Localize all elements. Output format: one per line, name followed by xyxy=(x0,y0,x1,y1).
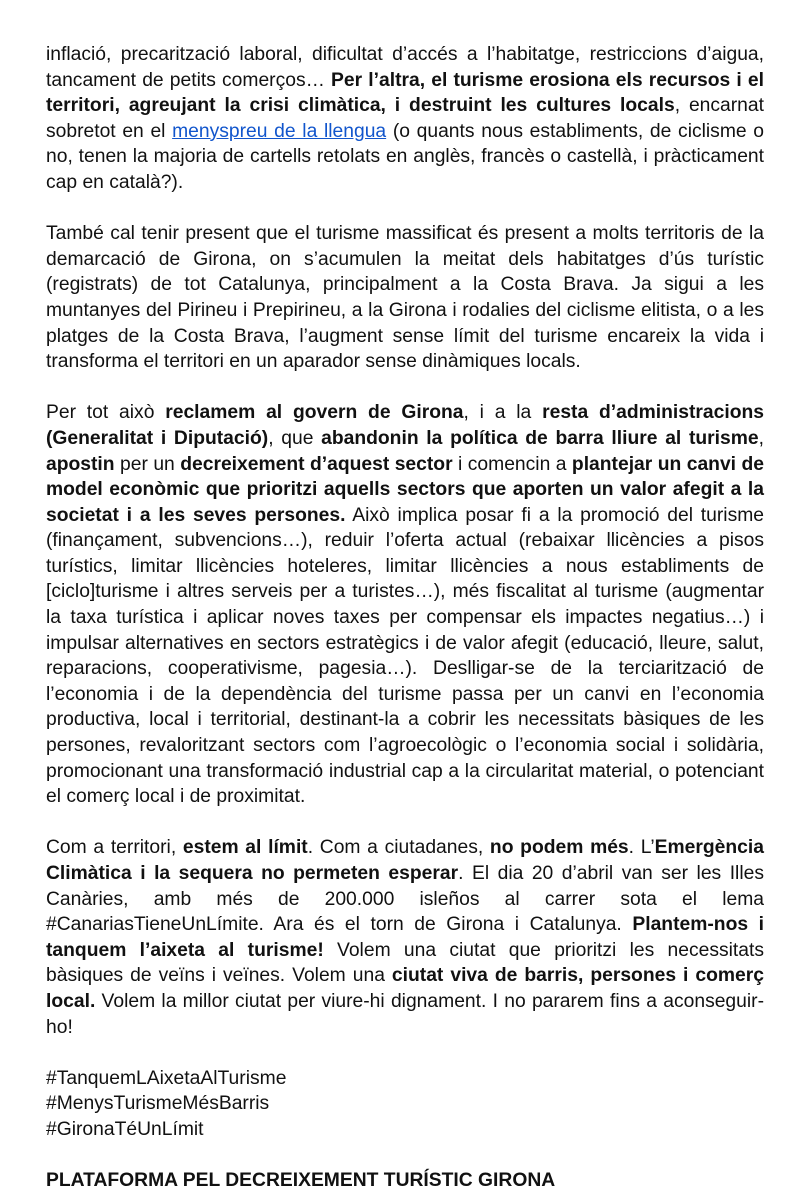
paragraph-3 xyxy=(46,400,764,810)
paragraph-1 xyxy=(46,42,764,196)
p4-bold-1: estem al límit xyxy=(182,837,308,859)
p4-bold-3: Emergència Climàtica i la sequera no permeten esperar xyxy=(46,837,764,884)
llengua-link[interactable]: menyspreu de la llengua xyxy=(172,120,387,142)
p3-bold-4: apostin xyxy=(46,453,115,475)
hashtag-3: #GironaTéUnLímit xyxy=(46,1118,204,1140)
p3-text-6: i comencin a xyxy=(452,453,572,475)
p4-text-6: Volem la millor ciutat per viure-hi dignament. I no pararem fins a aconseguir-ho! xyxy=(46,990,764,1038)
p3-text-5: per un xyxy=(114,453,181,475)
hashtag-list xyxy=(46,1066,764,1143)
p3-bold-3: abandonin la política de barra lliure al turisme xyxy=(321,427,759,449)
hashtag-2: #MenysTurismeMésBarris xyxy=(46,1093,270,1115)
p3-text-2: , i a la xyxy=(463,402,543,424)
p4-text-4: . El dia 20 d’abril van ser les Illes Canàries, amb més de 200.000 isleños al carrer sota el lema #CanariasTieneUnLímite. Ara és el torn de Girona i Catalunya. xyxy=(46,863,764,936)
hashtag-1: #TanquemLAixetaAlTurisme xyxy=(46,1067,287,1089)
p3-bold-2: resta d’administracions (Generalitat i Diputació) xyxy=(46,402,764,449)
p3-bold-1: reclamem al govern de Girona xyxy=(165,402,464,424)
p1-text-1: inflació, precarització laboral, dificultat d’accés a l’habitatge, restriccions d’aigua, tancament de petits comerços… xyxy=(46,44,764,91)
paragraph-4 xyxy=(46,835,764,1040)
p4-bold-4: Plantem-nos i tanquem l’aixeta al turisme! xyxy=(46,914,764,961)
p1-text-3: (o quants nous establiments, de ciclisme o no, tenen la majoria de cartells retolats en anglès, francès o castellà, i pràcticament cap en català?). xyxy=(46,120,764,193)
p4-text-3: . L’ xyxy=(628,837,655,859)
p1-text-2: , encarnat sobretot en el xyxy=(46,95,764,142)
p3-text-7: Això implica posar fi a la promoció del turisme (finançament, subvencions…), reduir l’oferta actual (rebaixar llicències a pisos turístics, limitar llicències hoteleres, limitar llicències a nous establiments de [ciclo]turisme i altres serveis per a turistes…), més fiscalitat al turisme (augmentar la taxa turística i aplicar noves taxes per compensar els impactes negatius…) i impulsar alternatives en sectors estratègics i de valor afegit (educació, lleure, salut, reparacions, cooperativisme, pagesia…). Deslligar-se de la terciarització de l’economia i de la dependència del turisme passa per un canvi en l’economia productiva, local i territorial, destinant-la a cobrir les necessitats bàsiques de les persones, revaloritzant sectors com l’agroecològic o l’economia social i solidària, promocionant una transformació industrial cap a la circularitat material, o potenciant el comerç local i de proximitat. xyxy=(46,504,765,808)
p3-text-1: Per tot això xyxy=(46,402,166,424)
p4-text-5: Volem una ciutat que prioritzi les necessitats bàsiques de veïns i veïnes. Volem una xyxy=(46,939,765,987)
p4-text-2: . Com a ciutadanes, xyxy=(307,837,490,859)
p4-bold-5: ciutat viva de barris, persones i comerç local. xyxy=(46,965,764,1012)
p3-bold-5: decreixement d’aquest sector xyxy=(180,453,453,475)
paragraph-2: També cal tenir present que el turisme massificat és present a molts territoris de la demarcació de Girona, on s’acumulen la meitat dels habitatges d’ús turístic (registrats) de tot Catalunya, principalment a la Costa Brava. Ja sigui a les muntanyes del Pirineu i Prepirineu, a la Girona i rodalies del ciclisme elitista, o a les platges de la Costa Brava, l’augment sense límit del turisme encareix la vida i transforma el territori en un aparador sense dinàmiques locals. xyxy=(46,223,764,373)
p4-bold-2: no podem més xyxy=(489,837,629,859)
p1-bold-1: Per l’altra, el turisme erosiona els recursos i el territori, agreujant la crisi climàtica, i destruint les cultures locals xyxy=(46,69,764,117)
p3-text-4: , xyxy=(758,427,764,449)
p3-text-3: , que xyxy=(268,427,322,449)
p4-text-1: Com a territori, xyxy=(46,837,183,859)
p3-bold-6: plantejar un canvi de model econòmic que prioritzi aquells sectors que aporten un valor afegit a la societat i a les seves persones. xyxy=(46,453,764,526)
signature: PLATAFORMA PEL DECREIXEMENT TURÍSTIC GIRONA xyxy=(46,1170,556,1192)
